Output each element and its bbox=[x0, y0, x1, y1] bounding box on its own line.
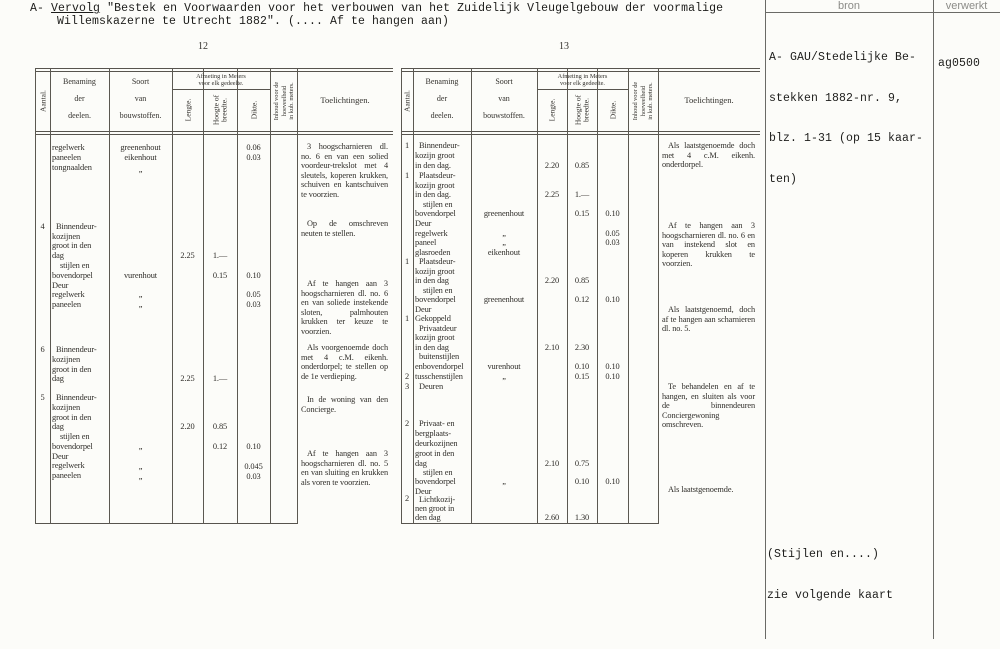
toelichting-paragraph: Als laatstgenoemde doch met 4 c.M. eikenh. onderdorpel. bbox=[662, 141, 755, 169]
benaming-cell: dag bbox=[52, 251, 64, 260]
inhoud-header bbox=[632, 71, 655, 131]
hoogte-cell: 2.30 bbox=[574, 343, 590, 352]
afmeting-header: Afmeting in Meters bbox=[557, 73, 608, 80]
afmeting-header: voor elk gedeelte. bbox=[198, 80, 244, 87]
table-top-rule bbox=[35, 68, 393, 72]
benaming-cell: paneelen bbox=[52, 153, 81, 162]
benaming-cell: Deur bbox=[415, 487, 432, 496]
toelichtingen-header: Toelichtingen. bbox=[320, 95, 370, 105]
benaming-cell: Deur bbox=[415, 305, 432, 314]
dikte-cell: 0.10 bbox=[246, 442, 261, 451]
column-rule bbox=[203, 68, 204, 524]
column-rule bbox=[270, 68, 271, 524]
hoogte-cell: 0.10 bbox=[574, 362, 590, 371]
title-text: "Bestek en Voorwaarden voor het verbouwen van het Zuidelijk Vleugelgebouw der voormalige bbox=[107, 2, 724, 15]
benaming-cell: Deur bbox=[415, 219, 432, 228]
benaming-cell: bovendorpel bbox=[52, 271, 93, 280]
table-top-rule bbox=[401, 68, 760, 72]
aantal-cell: 2 bbox=[404, 419, 410, 428]
benaming-cell: Deur bbox=[52, 281, 69, 290]
benaming-cell: tongnaalden bbox=[52, 163, 92, 172]
benaming-cell: Binnendeur- bbox=[419, 141, 460, 150]
dikte-cell: 0.10 bbox=[605, 372, 620, 381]
hoogte-header bbox=[213, 89, 228, 131]
inhoud-header-line: Inhoud voor de bbox=[272, 81, 280, 121]
soort-cell: „ bbox=[138, 165, 143, 174]
afmeting-header: voor elk gedeelte. bbox=[560, 80, 605, 87]
soort-cell: eikenhout bbox=[124, 153, 157, 162]
lengte-header bbox=[548, 89, 556, 131]
panel-header-rule bbox=[765, 12, 1000, 13]
soort-cell: greenenhout bbox=[483, 209, 525, 218]
benaming-cell: Privaat- en bbox=[419, 419, 455, 428]
aantal-cell: 3 bbox=[404, 382, 410, 391]
benaming-cell: dag bbox=[52, 422, 64, 431]
continuation-note-line: zie volgende kaart bbox=[767, 588, 894, 602]
benaming-cell: in den dag. bbox=[415, 161, 451, 170]
column-rule bbox=[35, 68, 36, 524]
dikte-header bbox=[250, 89, 258, 131]
hoogte-cell: 0.85 bbox=[212, 422, 228, 431]
column-rule bbox=[628, 68, 629, 524]
soort-cell: eikenhout bbox=[487, 248, 521, 257]
aantal-cell: 6 bbox=[40, 345, 45, 354]
soort-header: Soort bbox=[495, 77, 513, 86]
benaming-cell: kozijnen bbox=[52, 355, 81, 364]
aantal-cell: 2 bbox=[404, 494, 410, 503]
document-title-line1 bbox=[30, 2, 723, 16]
aantal-cell: 1 bbox=[404, 171, 410, 180]
lengte-cell: 2.10 bbox=[544, 343, 560, 352]
continuation-note bbox=[767, 521, 893, 629]
benaming-cell: groot in den bbox=[52, 413, 92, 422]
continuation-note-line: (Stijlen en....) bbox=[767, 548, 880, 561]
benaming-cell: deurkozijnen bbox=[415, 439, 458, 448]
soort-cell: „ bbox=[502, 477, 506, 486]
benaming-cell: bovendorpel bbox=[415, 209, 456, 218]
benaming-cell: kozijnen bbox=[52, 403, 81, 412]
column-rule bbox=[401, 68, 402, 524]
soort-cell: „ bbox=[502, 238, 506, 247]
afmeting-header: Afmeting in Meters bbox=[196, 73, 246, 80]
spec-table-page-12 bbox=[35, 41, 393, 525]
title-vervolg: Vervolg bbox=[51, 2, 101, 15]
hoogte-header bbox=[575, 89, 590, 131]
hoogte-header-line: Hoogte of bbox=[573, 94, 583, 126]
aantal-cell: 1 bbox=[404, 314, 410, 323]
soort-cell: „ bbox=[502, 372, 506, 381]
soort-cell: „ bbox=[138, 442, 143, 451]
panel-left-rule bbox=[765, 0, 766, 639]
inhoud-header bbox=[272, 71, 295, 131]
soort-cell: „ bbox=[138, 300, 143, 309]
benaming-cell: dag bbox=[415, 459, 427, 468]
soort-cell: greenenhout bbox=[483, 295, 525, 304]
benaming-cell: regelwerk bbox=[52, 143, 85, 152]
benaming-cell: kozijn groot bbox=[415, 333, 455, 342]
benaming-cell: regelwerk bbox=[415, 229, 448, 238]
benaming-cell: Binnendeur- bbox=[56, 393, 97, 402]
soort-header: bouwstoffen. bbox=[119, 111, 162, 120]
inhoud-header-line: Inhoud voor de bbox=[631, 81, 639, 121]
soort-cell: vurenhout bbox=[123, 271, 158, 280]
benaming-cell: bovendorpel bbox=[415, 295, 456, 304]
aantal-cell: 2 bbox=[404, 372, 410, 381]
inhoud-header-line: hoeveelheid bbox=[639, 85, 647, 117]
benaming-cell: stijlen en bbox=[60, 432, 90, 441]
lengte-header bbox=[184, 89, 192, 131]
benaming-cell: buitenstijlen bbox=[419, 352, 460, 361]
hoogte-cell: 0.15 bbox=[212, 271, 228, 280]
table-bottom-rule bbox=[401, 523, 658, 524]
toelichting-paragraph: Als voorgenoemde doch met 4 c.M. eikenh. onderdorpel; te stellen op de 1e verdieping. bbox=[301, 343, 388, 381]
inhoud-header-line: in kub. meters. bbox=[646, 82, 654, 120]
column-rule bbox=[658, 68, 659, 524]
hoogte-cell: 1.— bbox=[212, 251, 228, 260]
toelichting-paragraph: In de woning van den Concierge. bbox=[301, 395, 388, 414]
dikte-header-line: Dikte. bbox=[248, 100, 258, 120]
benaming-cell: Binnendeur- bbox=[56, 222, 97, 231]
dikte-cell: 0.045 bbox=[244, 462, 263, 471]
benaming-cell: den dag bbox=[415, 513, 441, 522]
aantal-header-line: Aantal. bbox=[37, 90, 47, 112]
benaming-cell: stijlen en bbox=[423, 286, 453, 295]
aantal-header bbox=[39, 75, 47, 127]
dikte-cell: 0.10 bbox=[605, 209, 620, 218]
table-header-rule bbox=[35, 131, 393, 135]
hoogte-cell: 1.30 bbox=[574, 513, 590, 522]
lengte-cell: 2.25 bbox=[180, 251, 195, 260]
aantal-cell: 5 bbox=[40, 393, 45, 402]
column-rule bbox=[297, 68, 298, 524]
toelichting-paragraph: Af te hangen aan 3 hoogscharnieren dl. no. 5 en van sluiting en krukken als voren te voorzien. bbox=[301, 449, 388, 487]
hoogte-cell: 1.— bbox=[212, 374, 228, 383]
toelichting-paragraph: Op de omschreven neuten te stellen. bbox=[301, 219, 388, 238]
title-prefix: A- bbox=[30, 2, 45, 15]
soort-header: van bbox=[134, 94, 147, 103]
dikte-cell: 0.10 bbox=[605, 477, 620, 486]
aantal-header bbox=[403, 75, 411, 127]
lengte-header-line: Lengte. bbox=[182, 98, 192, 122]
benaming-cell: stijlen en bbox=[423, 468, 453, 477]
benaming-cell: regelwerk bbox=[52, 290, 85, 299]
soort-cell: „ bbox=[138, 290, 143, 299]
aantal-header-line: Aantal. bbox=[402, 90, 412, 112]
benaming-header: Benaming bbox=[63, 77, 96, 86]
aantal-cell: 1 bbox=[404, 141, 410, 150]
hoogte-header-line: breedte. bbox=[219, 98, 228, 122]
dikte-cell: 0.03 bbox=[246, 153, 261, 162]
aantal-cell: 1 bbox=[404, 257, 410, 266]
benaming-header: der bbox=[74, 94, 85, 103]
column-rule bbox=[50, 68, 51, 524]
dikte-cell: 0.05 bbox=[605, 229, 620, 238]
page-number: 13 bbox=[559, 41, 569, 52]
benaming-cell: Binnendeur- bbox=[56, 345, 97, 354]
toelichting-paragraph: Te behandelen en af te hangen, en sluiten als voor de binnendeuren Conciergewoning omschreven. bbox=[662, 382, 755, 429]
lengte-cell: 2.20 bbox=[180, 422, 195, 431]
source-reference-line: blz. 1-31 (op 15 kaar- bbox=[769, 132, 924, 145]
inhoud-header-line: hoeveelheid bbox=[279, 85, 287, 117]
hoogte-header-line: Hoogte of bbox=[211, 94, 221, 126]
benaming-cell: Deur bbox=[52, 452, 69, 461]
source-reference bbox=[769, 24, 923, 213]
soort-header: bouwstoffen. bbox=[483, 111, 525, 120]
benaming-cell: Plaatsdeur- bbox=[419, 257, 456, 266]
dikte-cell: 0.05 bbox=[246, 290, 261, 299]
inhoud-header-line: in kub. meters. bbox=[287, 82, 295, 120]
benaming-cell: paneelen bbox=[52, 471, 81, 480]
benaming-cell: Gekoppeld bbox=[415, 314, 451, 323]
lengte-header-line: Lengte. bbox=[547, 98, 557, 122]
hoogte-cell: 0.85 bbox=[574, 161, 590, 170]
benaming-cell: paneelen bbox=[52, 300, 81, 309]
dikte-cell: 0.03 bbox=[246, 300, 261, 309]
hoogte-cell: 0.12 bbox=[574, 295, 590, 304]
toelichtingen-header: Toelichtingen. bbox=[684, 95, 734, 105]
lengte-cell: 2.25 bbox=[180, 374, 195, 383]
hoogte-cell: 0.10 bbox=[574, 477, 590, 486]
column-rule bbox=[172, 68, 173, 524]
hoogte-cell: 0.75 bbox=[574, 459, 590, 468]
benaming-cell: tusschenstijlen bbox=[415, 372, 463, 381]
benaming-cell: paneel bbox=[415, 238, 437, 247]
document-title-line2: Willemskazerne te Utrecht 1882". (.... Af te hangen aan) bbox=[57, 15, 450, 28]
benaming-cell: Privaatdeur bbox=[419, 324, 457, 333]
benaming-cell: stijlen en bbox=[60, 261, 90, 270]
soort-cell: „ bbox=[138, 462, 143, 471]
toelichting-paragraph: Als laatstgenoemde. bbox=[668, 485, 734, 494]
hoogte-header-line: breedte. bbox=[581, 98, 590, 122]
benaming-cell: in den dag bbox=[415, 343, 449, 352]
table-header-rule bbox=[401, 131, 760, 135]
benaming-cell: kozijn groot bbox=[415, 181, 455, 190]
panel-divider-rule bbox=[933, 0, 934, 639]
benaming-cell: kozijn groot bbox=[415, 151, 455, 160]
benaming-cell: groot in den bbox=[52, 365, 92, 374]
benaming-header: Benaming bbox=[425, 77, 459, 86]
hoogte-cell: 1.— bbox=[574, 190, 590, 199]
dikte-header-line: Dikte. bbox=[607, 100, 617, 120]
source-reference-line: ten) bbox=[769, 172, 798, 186]
benaming-cell: regelwerk bbox=[52, 461, 85, 470]
benaming-cell: in den dag. bbox=[415, 190, 451, 199]
dikte-cell: 0.03 bbox=[605, 238, 620, 247]
benaming-cell: Lichtkozij- bbox=[419, 495, 456, 504]
toelichting-paragraph: Af te hangen aan 3 hoogscharnieren dl. no. 6 en van instekend slot en koperen krukken te voorzien. bbox=[662, 221, 755, 268]
benaming-cell: bergplaats- bbox=[415, 429, 451, 438]
toelichting-paragraph: 3 hoogscharnieren dl. no. 6 en van een solied voordeur-trekslot met 4 sleutels, koperen krukken, schuiven en kantschuiven te voorzien. bbox=[301, 142, 388, 199]
table-bottom-rule bbox=[35, 523, 297, 524]
benaming-cell: groot in den bbox=[52, 241, 92, 250]
hoogte-cell: 0.12 bbox=[212, 442, 228, 451]
soort-cell: „ bbox=[138, 472, 143, 481]
column-rule bbox=[413, 68, 414, 524]
benaming-cell: enbovendorpel bbox=[415, 362, 464, 371]
benaming-header: der bbox=[436, 94, 448, 103]
lengte-cell: 2.25 bbox=[544, 190, 560, 199]
dikte-cell: 0.03 bbox=[246, 472, 261, 481]
source-reference-line: A- GAU/Stedelijke Be- bbox=[769, 51, 917, 64]
toelichting-paragraph: Als laatstgenoemd, doch af te hangen aan scharnieren dl. no. 5. bbox=[662, 305, 755, 333]
verwerkt-column-header: verwerkt bbox=[945, 0, 988, 12]
lengte-cell: 2.60 bbox=[544, 513, 560, 522]
dikte-cell: 0.10 bbox=[605, 295, 620, 304]
soort-cell: „ bbox=[502, 229, 506, 238]
lengte-cell: 2.20 bbox=[544, 161, 560, 170]
dikte-cell: 0.10 bbox=[246, 271, 261, 280]
benaming-cell: in den dag bbox=[415, 276, 449, 285]
lengte-cell: 2.20 bbox=[544, 276, 560, 285]
benaming-cell: bovendorpel bbox=[52, 442, 93, 451]
benaming-cell: glasroeden bbox=[415, 248, 451, 257]
benaming-header: deelen. bbox=[430, 111, 454, 120]
spec-table-page-13 bbox=[401, 41, 760, 525]
benaming-cell: kozijnen bbox=[52, 232, 81, 241]
lengte-cell: 2.10 bbox=[544, 459, 560, 468]
soort-header: van bbox=[498, 94, 510, 103]
dikte-cell: 0.06 bbox=[246, 143, 261, 152]
verwerkt-code: ag0500 bbox=[938, 57, 981, 70]
page-number: 12 bbox=[198, 41, 208, 52]
benaming-header: deelen. bbox=[68, 111, 91, 120]
benaming-cell: Plaatsdeur- bbox=[419, 171, 456, 180]
hoogte-cell: 0.15 bbox=[574, 372, 590, 381]
benaming-cell: nen groot in bbox=[415, 504, 455, 513]
dikte-header bbox=[609, 89, 617, 131]
soort-cell: greenenhout bbox=[120, 143, 161, 152]
benaming-cell: stijlen en bbox=[423, 200, 453, 209]
aantal-cell: 4 bbox=[40, 222, 45, 231]
benaming-cell: Deuren bbox=[419, 382, 444, 391]
source-reference-line: stekken 1882-nr. 9, bbox=[769, 91, 903, 105]
bron-column-header: bron bbox=[837, 0, 861, 12]
soort-header: Soort bbox=[131, 77, 150, 86]
soort-cell: vurenhout bbox=[487, 362, 521, 371]
benaming-cell: dag bbox=[52, 374, 64, 383]
toelichting-paragraph: Af te hangen aan 3 hoogscharnieren dl. no. 6 en van soliede instekende sloten, palmhouten krukken ter keuze te voorzien. bbox=[301, 279, 388, 336]
benaming-cell: kozijn groot bbox=[415, 267, 455, 276]
hoogte-cell: 0.85 bbox=[574, 276, 590, 285]
hoogte-cell: 0.15 bbox=[574, 209, 590, 218]
column-rule bbox=[537, 68, 538, 524]
benaming-cell: bovendorpel bbox=[415, 477, 456, 486]
benaming-cell: groot in den bbox=[415, 449, 455, 458]
dikte-cell: 0.10 bbox=[605, 362, 620, 371]
